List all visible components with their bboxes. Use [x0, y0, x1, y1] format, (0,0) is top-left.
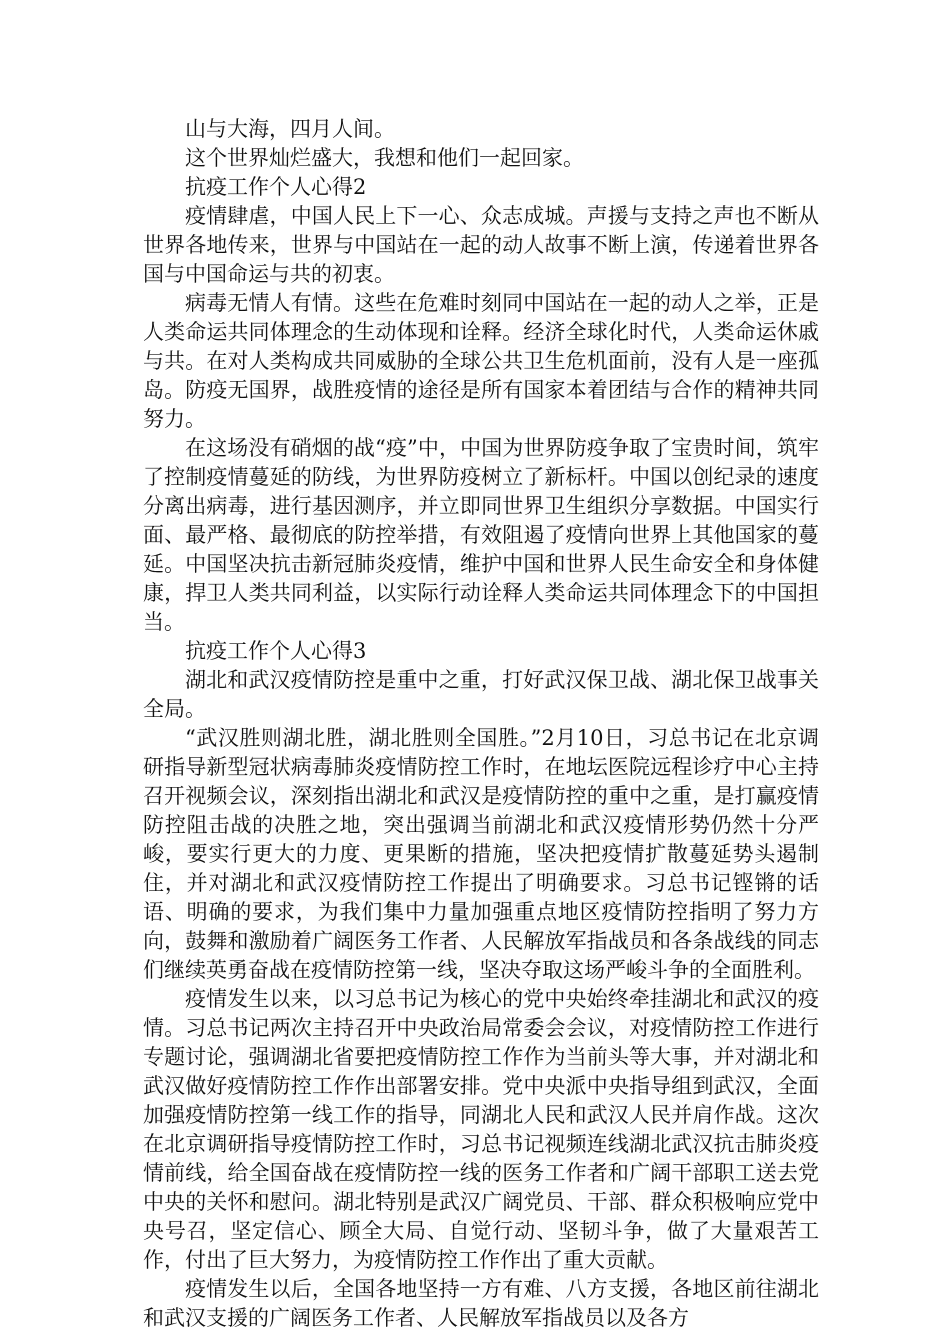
paragraph-9: 疫情发生以后，全国各地坚持一方有难、八方支援，各地区前往湖北和武汉支援的广阔医务工作者、人民解放军指战员以及各方	[143, 1277, 819, 1330]
paragraph-2: 这个世界灿烂盛大，我想和他们一起回家。	[185, 146, 584, 170]
paragraph-1: 山与大海，四月人间。	[185, 117, 395, 141]
paragraph-8: 疫情发生以来，以习总书记为核心的党中央始终牵挂湖北和武汉的疫情。习总书记两次主持召开中央政治局常委会会议，对疫情防控工作进行专题讨论，强调湖北省要把疫情防控工作作为当前头等大事，并对湖北和武汉做好疫情防控工作作出部署安排。党中央派中央指导组到武汉，全面加强疫情防控第一线工作的指导，同湖北人民和武汉人民并肩作战。这次在北京调研指导疫情防控工作时，习总书记视频连线湖北武汉抗击肺炎疫情前线，给全国奋战在疫情防控一线的医务工作者和广阔干部职工送去党中央的关怀和慰问。湖北特别是武汉广阔党员、干部、群众积极响应党中央号召，坚定信心、顾全大局、自觉行动、坚韧斗争，做了大量艰苦工作，付出了巨大努力，为疫情防控工作作出了重大贡献。	[143, 987, 819, 1272]
paragraph-5: 在这场没有硝烟的战“疫”中，中国为世界防疫争取了宝贵时间，筑牢了控制疫情蔓延的防线，为世界防疫树立了新标杆。中国以创纪录的速度分离出病毒，进行基因测序，并立即同世界卫生组织分享数据。中国实行面、最严格、最彻底的防控举措，有效阻遏了疫情向世界上其他国家的蔓延。中国坚决抗击新冠肺炎疫情，维护中国和世界人民生命安全和身体健康，捍卫人类共同利益，以实际行动诠释人类命运共同体理念下的中国担当。	[143, 436, 819, 634]
paragraph-6: 湖北和武汉疫情防控是重中之重，打好武汉保卫战、湖北保卫战事关全局。	[143, 668, 819, 721]
document-page	[143, 115, 819, 1333]
paragraph-7: “武汉胜则湖北胜，湖北胜则全国胜。”2月10日，习总书记在北京调研指导新型冠状病毒肺炎疫情防控工作时，在地坛医院远程诊疗中心主持召开视频会议，深刻指出湖北和武汉是疫情防控的重中之重，是打赢疫情防控阻击战的决胜之地，突出强调当前湖北和武汉疫情形势仍然十分严峻，要实行更大的力度、更果断的措施，坚决把疫情扩散蔓延势头遏制住，并对湖北和武汉疫情防控工作提出了明确要求。习总书记铿锵的话语、明确的要求，为我们集中力量加强重点地区疫情防控指明了努力方向，鼓舞和激励着广阔医务工作者、人民解放军指战员和各条战线的同志们继续英勇奋战在疫情防控第一线，坚决夺取这场严峻斗争的全面胜利。	[143, 726, 819, 982]
paragraph-3: 疫情肆虐，中国人民上下一心、众志成城。声援与支持之声也不断从世界各地传来，世界与中国站在一起的动人故事不断上演，传递着世界各国与中国命运与共的初衷。	[143, 204, 819, 286]
paragraph-4: 病毒无情人有情。这些在危难时刻同中国站在一起的动人之举，正是人类命运共同体理念的生动体现和诠释。经济全球化时代，人类命运休戚与共。在对人类构成共同威胁的全球公共卫生危机面前，没有人是一座孤岛。防疫无国界，战胜疫情的途径是所有国家本着团结与合作的精神共同努力。	[143, 291, 819, 431]
section-heading-2: 抗疫工作个人心得2	[185, 175, 367, 199]
section-heading-3: 抗疫工作个人心得3	[185, 639, 367, 663]
